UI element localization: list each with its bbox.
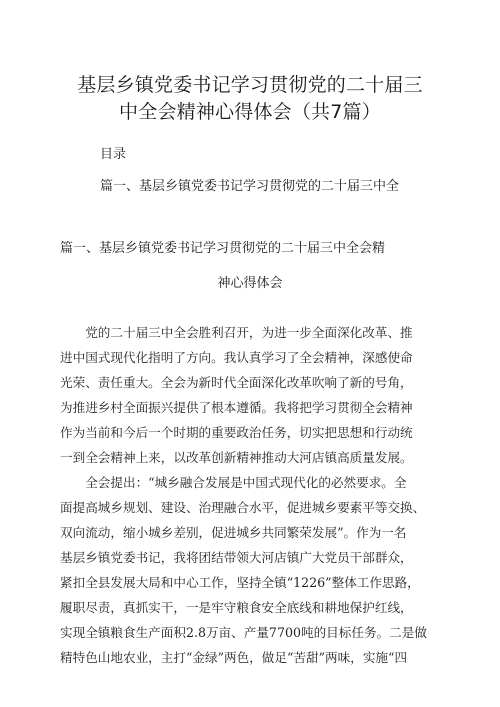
body-line: 精特色山地农业，主打“金绿”两色，做足“苦甜”两味，实施“四 (60, 650, 408, 665)
body-line: 履职尽责，真抓实干，一是牢守粮食安全底线和耕地保护红线， (60, 600, 413, 615)
body-line: 光荣、责任重大。全会为新时代全面深化改革吹响了新的号角， (60, 375, 413, 390)
document-title (60, 72, 440, 126)
document-title-line: 基层乡镇党委书记学习贯彻党的二十届三 (77, 74, 423, 96)
body-line: 紧扣全县发展大局和中心工作，坚持全镇“1226”整体工作思路， (60, 575, 420, 590)
toc-item-1[interactable]: 篇一、基层乡镇党委书记学习贯彻党的二十届三中全 (100, 179, 400, 194)
body-line: 面提高城乡规划、建设、治理融合水平，促进城乡要素平等交换、 (60, 500, 426, 515)
body-line: 实现全镇粮食生产面积2.8万亩、产量7700吨的目标任务。二是做 (60, 625, 427, 640)
body-line: 全会提出：“城乡融合发展是中国式现代化的必然要求。全 (60, 475, 407, 490)
section-title-continuation: 神心得体会 (217, 276, 283, 291)
body-line: 进中国式现代化指明了方向。我认真学习了全会精神，深感使命 (60, 350, 413, 365)
body-line: 党的二十届三中全会胜利召开，为进一步全面深化改革、推 (60, 325, 413, 340)
body-line: 基层乡镇党委书记，我将团结带领大河店镇广大党员干部群众， (60, 550, 413, 565)
document-title-line: 中全会精神心得体会（共7篇） (119, 101, 381, 123)
body-line: 作为当前和今后一个时期的重要政治任务，切实把思想和行动统 (60, 425, 413, 440)
body-line: 为推进乡村全面振兴提供了根本遵循。我将把学习贯彻全会精神 (60, 400, 413, 415)
section-title: 篇一、基层乡镇党委书记学习贯彻党的二十届三中全会精 (60, 241, 386, 256)
toc-heading: 目录 (100, 147, 127, 162)
body-line: 一到全会精神上来，以改革创新精神推动大河店镇高质量发展。 (60, 450, 413, 465)
body-line: 双向流动，缩小城乡差别，促进城乡共同繁荣发展”。作为一名 (60, 525, 407, 540)
